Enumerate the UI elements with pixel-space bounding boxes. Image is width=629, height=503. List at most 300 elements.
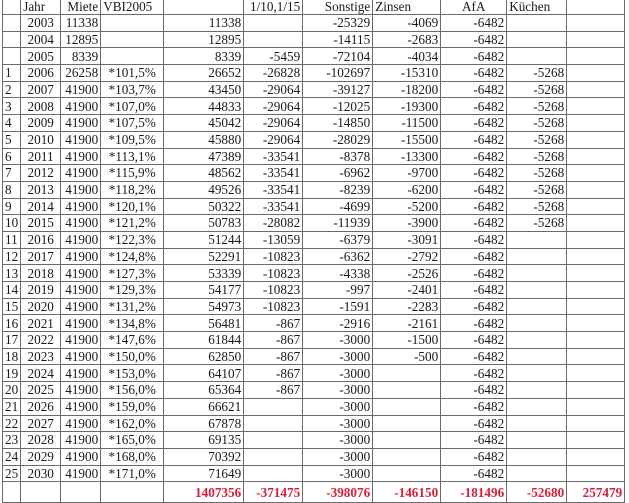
cell-vbi[interactable]: *113,1%	[101, 148, 164, 165]
cell-jahr[interactable]: 2012	[21, 165, 61, 182]
cell-miete[interactable]: 41900	[61, 115, 101, 132]
cell-aktuell[interactable]: 49526	[164, 181, 244, 198]
cell-miete[interactable]: 41900	[61, 448, 101, 465]
cell-miete[interactable]: 41900	[61, 181, 101, 198]
cell-miete[interactable]: 26258	[61, 65, 101, 82]
cell-sonstige[interactable]: -14115	[303, 31, 373, 48]
cell-jahr[interactable]: 2016	[21, 231, 61, 248]
cell-abschlag[interactable]: -10823	[244, 248, 303, 265]
cell-nr[interactable]: 20	[3, 382, 21, 399]
cell-extra[interactable]	[567, 382, 625, 399]
cell-miete[interactable]: 41900	[61, 398, 101, 415]
cell-nr[interactable]: 10	[3, 215, 21, 232]
cell-vbi[interactable]: *124,8%	[101, 248, 164, 265]
cell-miete[interactable]: 41900	[61, 165, 101, 182]
cell-vbi[interactable]: *156,0%	[101, 382, 164, 399]
cell-vbi[interactable]: *150,0%	[101, 348, 164, 365]
cell-abschlag[interactable]: -13059	[244, 231, 303, 248]
total-jahr[interactable]	[21, 482, 61, 503]
cell-extra[interactable]	[567, 415, 625, 432]
cell-zinsen[interactable]	[373, 415, 441, 432]
cell-abschlag[interactable]	[244, 448, 303, 465]
cell-aktuell[interactable]: 50322	[164, 198, 244, 215]
cell-aktuell[interactable]: 65364	[164, 382, 244, 399]
cell-kuechen[interactable]: -5268	[507, 115, 567, 132]
cell-aktuell[interactable]: 56481	[164, 315, 244, 332]
cell-nr[interactable]: 25	[3, 465, 21, 482]
cell-vbi[interactable]: *147,6%	[101, 332, 164, 349]
cell-extra[interactable]	[567, 31, 625, 48]
cell-vbi[interactable]: *118,2%	[101, 181, 164, 198]
cell-aktuell[interactable]: 45042	[164, 115, 244, 132]
cell-jahr[interactable]: 2025	[21, 382, 61, 399]
cell-afa[interactable]: -6482	[441, 115, 507, 132]
total-aktuell[interactable]: 1407356	[164, 482, 244, 503]
cell-extra[interactable]	[567, 165, 625, 182]
cell-extra[interactable]	[567, 432, 625, 449]
cell-kuechen[interactable]	[507, 48, 567, 65]
cell-jahr[interactable]: 2020	[21, 298, 61, 315]
cell-aktuell[interactable]: 48562	[164, 165, 244, 182]
cell-aktuell[interactable]: 54973	[164, 298, 244, 315]
cell-afa[interactable]: -6482	[441, 398, 507, 415]
total-kuechen[interactable]: -52680	[507, 482, 567, 503]
cell-zinsen[interactable]: -2683	[373, 31, 441, 48]
cell-aktuell[interactable]: 71649	[164, 465, 244, 482]
cell-kuechen[interactable]	[507, 315, 567, 332]
cell-aktuell[interactable]: 26652	[164, 65, 244, 82]
total-miete[interactable]	[61, 482, 101, 503]
cell-zinsen[interactable]	[373, 365, 441, 382]
cell-kuechen[interactable]	[507, 298, 567, 315]
cell-kuechen[interactable]	[507, 248, 567, 265]
cell-abschlag[interactable]	[244, 15, 303, 32]
cell-kuechen[interactable]	[507, 398, 567, 415]
cell-abschlag[interactable]: -10823	[244, 265, 303, 282]
cell-sonstige[interactable]: -28029	[303, 131, 373, 148]
cell-zinsen[interactable]	[373, 432, 441, 449]
cell-sonstige[interactable]: -6362	[303, 248, 373, 265]
cell-aktuell[interactable]: 44833	[164, 98, 244, 115]
cell-jahr[interactable]: 2013	[21, 181, 61, 198]
cell-nr[interactable]: 24	[3, 448, 21, 465]
cell-nr[interactable]: 22	[3, 415, 21, 432]
cell-afa[interactable]: -6482	[441, 382, 507, 399]
cell-zinsen[interactable]: -3091	[373, 231, 441, 248]
cell-kuechen[interactable]	[507, 231, 567, 248]
cell-miete[interactable]: 41900	[61, 98, 101, 115]
cell-aktuell[interactable]: 69135	[164, 432, 244, 449]
cell-sonstige[interactable]: -4338	[303, 265, 373, 282]
cell-extra[interactable]	[567, 282, 625, 299]
cell-nr[interactable]: 14	[3, 282, 21, 299]
cell-afa[interactable]: -6482	[441, 348, 507, 365]
cell-jahr[interactable]: 2015	[21, 215, 61, 232]
cell-abschlag[interactable]: -867	[244, 332, 303, 349]
cell-extra[interactable]	[567, 115, 625, 132]
cell-afa[interactable]: -6482	[441, 165, 507, 182]
cell-nr[interactable]: 17	[3, 332, 21, 349]
cell-afa[interactable]: -6482	[441, 181, 507, 198]
cell-sonstige[interactable]: -2916	[303, 315, 373, 332]
cell-miete[interactable]: 8339	[61, 48, 101, 65]
cell-aktuell[interactable]: 45880	[164, 131, 244, 148]
cell-afa[interactable]: -6482	[441, 332, 507, 349]
cell-vbi[interactable]: *120,1%	[101, 198, 164, 215]
cell-nr[interactable]: 12	[3, 248, 21, 265]
cell-zinsen[interactable]	[373, 382, 441, 399]
cell-extra[interactable]	[567, 181, 625, 198]
cell-afa[interactable]: -6482	[441, 365, 507, 382]
cell-sonstige[interactable]: -39127	[303, 81, 373, 98]
cell-extra[interactable]	[567, 65, 625, 82]
cell-kuechen[interactable]	[507, 15, 567, 32]
total-sonstige[interactable]: -398076	[303, 482, 373, 503]
cell-nr[interactable]: 16	[3, 315, 21, 332]
cell-miete[interactable]: 41900	[61, 348, 101, 365]
cell-sonstige[interactable]: -72104	[303, 48, 373, 65]
cell-kuechen[interactable]: -5268	[507, 131, 567, 148]
cell-extra[interactable]	[567, 98, 625, 115]
cell-sonstige[interactable]: -1591	[303, 298, 373, 315]
cell-extra[interactable]	[567, 198, 625, 215]
cell-zinsen[interactable]: -4069	[373, 15, 441, 32]
cell-miete[interactable]: 41900	[61, 332, 101, 349]
cell-kuechen[interactable]	[507, 282, 567, 299]
cell-kuechen[interactable]	[507, 448, 567, 465]
cell-vbi[interactable]: *165,0%	[101, 432, 164, 449]
cell-kuechen[interactable]	[507, 31, 567, 48]
cell-jahr[interactable]: 2024	[21, 365, 61, 382]
cell-kuechen[interactable]: -5268	[507, 165, 567, 182]
cell-afa[interactable]: -6482	[441, 298, 507, 315]
cell-abschlag[interactable]	[244, 415, 303, 432]
cell-miete[interactable]: 41900	[61, 282, 101, 299]
cell-miete[interactable]: 41900	[61, 298, 101, 315]
cell-extra[interactable]	[567, 131, 625, 148]
cell-extra[interactable]	[567, 215, 625, 232]
cell-nr[interactable]: 9	[3, 198, 21, 215]
total-nr[interactable]	[3, 482, 21, 503]
cell-vbi[interactable]: *134,8%	[101, 315, 164, 332]
cell-kuechen[interactable]	[507, 432, 567, 449]
cell-sonstige[interactable]: -3000	[303, 365, 373, 382]
cell-abschlag[interactable]: -29064	[244, 115, 303, 132]
cell-abschlag[interactable]: -867	[244, 382, 303, 399]
cell-jahr[interactable]: 2005	[21, 48, 61, 65]
cell-sonstige[interactable]: -997	[303, 282, 373, 299]
cell-miete[interactable]: 41900	[61, 365, 101, 382]
total-zinsen[interactable]: -146150	[373, 482, 441, 503]
cell-aktuell[interactable]: 66621	[164, 398, 244, 415]
cell-vbi[interactable]: *109,5%	[101, 131, 164, 148]
cell-vbi[interactable]: *171,0%	[101, 465, 164, 482]
cell-sonstige[interactable]: -6962	[303, 165, 373, 182]
cell-zinsen[interactable]	[373, 398, 441, 415]
cell-vbi[interactable]: *101,5%	[101, 65, 164, 82]
cell-nr[interactable]: 5	[3, 131, 21, 148]
cell-vbi[interactable]: *107,0%	[101, 98, 164, 115]
total-abschlag[interactable]: -371475	[244, 482, 303, 503]
cell-extra[interactable]	[567, 398, 625, 415]
cell-abschlag[interactable]	[244, 398, 303, 415]
cell-miete[interactable]: 12895	[61, 31, 101, 48]
cell-aktuell[interactable]: 62850	[164, 348, 244, 365]
cell-zinsen[interactable]: -5200	[373, 198, 441, 215]
cell-jahr[interactable]: 2022	[21, 332, 61, 349]
cell-nr[interactable]: 4	[3, 115, 21, 132]
cell-extra[interactable]	[567, 365, 625, 382]
cell-afa[interactable]: -6482	[441, 65, 507, 82]
cell-nr[interactable]: 13	[3, 265, 21, 282]
cell-zinsen[interactable]: -1500	[373, 332, 441, 349]
cell-jahr[interactable]: 2003	[21, 15, 61, 32]
cell-nr[interactable]	[3, 15, 21, 32]
cell-abschlag[interactable]: -867	[244, 348, 303, 365]
cell-zinsen[interactable]: -13300	[373, 148, 441, 165]
cell-miete[interactable]: 11338	[61, 15, 101, 32]
cell-zinsen[interactable]: -15310	[373, 65, 441, 82]
cell-zinsen[interactable]: -4034	[373, 48, 441, 65]
cell-sonstige[interactable]: -3000	[303, 348, 373, 365]
cell-afa[interactable]: -6482	[441, 81, 507, 98]
cell-abschlag[interactable]: -26828	[244, 65, 303, 82]
cell-miete[interactable]: 41900	[61, 415, 101, 432]
cell-zinsen[interactable]	[373, 465, 441, 482]
cell-abschlag[interactable]: -867	[244, 365, 303, 382]
cell-extra[interactable]	[567, 248, 625, 265]
cell-kuechen[interactable]	[507, 382, 567, 399]
cell-nr[interactable]: 11	[3, 231, 21, 248]
cell-aktuell[interactable]: 12895	[164, 31, 244, 48]
cell-sonstige[interactable]: -8239	[303, 181, 373, 198]
cell-vbi[interactable]: *121,2%	[101, 215, 164, 232]
cell-jahr[interactable]: 2007	[21, 81, 61, 98]
header-miete[interactable]: Miete	[61, 0, 101, 15]
cell-miete[interactable]: 41900	[61, 198, 101, 215]
cell-aktuell[interactable]: 47389	[164, 148, 244, 165]
cell-vbi[interactable]	[101, 15, 164, 32]
header-vbi[interactable]: VBI2005	[101, 0, 164, 15]
cell-sonstige[interactable]: -102697	[303, 65, 373, 82]
cell-vbi[interactable]: *129,3%	[101, 282, 164, 299]
cell-miete[interactable]: 41900	[61, 315, 101, 332]
cell-extra[interactable]	[567, 348, 625, 365]
cell-nr[interactable]: 3	[3, 98, 21, 115]
cell-nr[interactable]	[3, 31, 21, 48]
cell-nr[interactable]: 2	[3, 81, 21, 98]
cell-extra[interactable]	[567, 448, 625, 465]
cell-kuechen[interactable]: -5268	[507, 148, 567, 165]
cell-zinsen[interactable]: -6200	[373, 181, 441, 198]
cell-abschlag[interactable]: -28082	[244, 215, 303, 232]
cell-nr[interactable]: 8	[3, 181, 21, 198]
cell-kuechen[interactable]: -5268	[507, 65, 567, 82]
cell-afa[interactable]: -6482	[441, 48, 507, 65]
cell-sonstige[interactable]: -25329	[303, 15, 373, 32]
cell-vbi[interactable]: *107,5%	[101, 115, 164, 132]
cell-abschlag[interactable]: -33541	[244, 165, 303, 182]
header-jahr[interactable]: Jahr	[21, 0, 61, 15]
cell-extra[interactable]	[567, 81, 625, 98]
cell-nr[interactable]: 1	[3, 65, 21, 82]
cell-afa[interactable]: -6482	[441, 131, 507, 148]
cell-jahr[interactable]: 2030	[21, 465, 61, 482]
cell-abschlag[interactable]: -29064	[244, 81, 303, 98]
cell-abschlag[interactable]	[244, 432, 303, 449]
cell-miete[interactable]: 41900	[61, 81, 101, 98]
cell-aktuell[interactable]: 53339	[164, 265, 244, 282]
cell-nr[interactable]: 18	[3, 348, 21, 365]
cell-abschlag[interactable]: -5459	[244, 48, 303, 65]
cell-nr[interactable]: 7	[3, 165, 21, 182]
cell-afa[interactable]: -6482	[441, 231, 507, 248]
cell-extra[interactable]	[567, 465, 625, 482]
cell-kuechen[interactable]	[507, 332, 567, 349]
cell-sonstige[interactable]: -11939	[303, 215, 373, 232]
cell-jahr[interactable]: 2027	[21, 415, 61, 432]
cell-zinsen[interactable]: -500	[373, 348, 441, 365]
cell-jahr[interactable]: 2018	[21, 265, 61, 282]
cell-kuechen[interactable]	[507, 465, 567, 482]
cell-aktuell[interactable]: 54177	[164, 282, 244, 299]
cell-sonstige[interactable]: -3000	[303, 382, 373, 399]
cell-nr[interactable]: 23	[3, 432, 21, 449]
cell-aktuell[interactable]: 51244	[164, 231, 244, 248]
cell-abschlag[interactable]: -29064	[244, 98, 303, 115]
cell-extra[interactable]	[567, 231, 625, 248]
cell-extra[interactable]	[567, 15, 625, 32]
cell-nr[interactable]: 6	[3, 148, 21, 165]
cell-aktuell[interactable]: 70392	[164, 448, 244, 465]
cell-vbi[interactable]: *103,7%	[101, 81, 164, 98]
cell-sonstige[interactable]: -3000	[303, 432, 373, 449]
cell-sonstige[interactable]: -3000	[303, 332, 373, 349]
cell-miete[interactable]: 41900	[61, 131, 101, 148]
cell-vbi[interactable]: *115,9%	[101, 165, 164, 182]
cell-kuechen[interactable]	[507, 265, 567, 282]
header-extra[interactable]	[567, 0, 625, 15]
cell-miete[interactable]: 41900	[61, 215, 101, 232]
cell-aktuell[interactable]: 64107	[164, 365, 244, 382]
total-afa[interactable]: -181496	[441, 482, 507, 503]
header-kuechen[interactable]: Küchen	[507, 0, 567, 15]
cell-jahr[interactable]: 2019	[21, 282, 61, 299]
cell-afa[interactable]: -6482	[441, 282, 507, 299]
cell-vbi[interactable]	[101, 31, 164, 48]
cell-afa[interactable]: -6482	[441, 265, 507, 282]
cell-kuechen[interactable]: -5268	[507, 198, 567, 215]
cell-nr[interactable]	[3, 48, 21, 65]
cell-abschlag[interactable]: -29064	[244, 131, 303, 148]
cell-aktuell[interactable]: 61844	[164, 332, 244, 349]
cell-kuechen[interactable]: -5268	[507, 81, 567, 98]
cell-vbi[interactable]: *131,2%	[101, 298, 164, 315]
cell-miete[interactable]: 41900	[61, 231, 101, 248]
cell-aktuell[interactable]: 11338	[164, 15, 244, 32]
cell-abschlag[interactable]: -33541	[244, 181, 303, 198]
cell-sonstige[interactable]: -6379	[303, 231, 373, 248]
cell-zinsen[interactable]: -11500	[373, 115, 441, 132]
cell-zinsen[interactable]: -3900	[373, 215, 441, 232]
cell-aktuell[interactable]: 8339	[164, 48, 244, 65]
cell-zinsen[interactable]: -2283	[373, 298, 441, 315]
cell-jahr[interactable]: 2017	[21, 248, 61, 265]
cell-vbi[interactable]: *153,0%	[101, 365, 164, 382]
cell-aktuell[interactable]: 50783	[164, 215, 244, 232]
cell-zinsen[interactable]: -18200	[373, 81, 441, 98]
cell-afa[interactable]: -6482	[441, 215, 507, 232]
cell-nr[interactable]: 19	[3, 365, 21, 382]
cell-sonstige[interactable]: -8378	[303, 148, 373, 165]
cell-zinsen[interactable]: -2526	[373, 265, 441, 282]
cell-afa[interactable]: -6482	[441, 315, 507, 332]
header-abschlag[interactable]: 1/10,1/15	[244, 0, 303, 15]
total-extra[interactable]: 257479	[567, 482, 625, 503]
cell-afa[interactable]: -6482	[441, 448, 507, 465]
cell-afa[interactable]: -6482	[441, 148, 507, 165]
cell-extra[interactable]	[567, 298, 625, 315]
cell-extra[interactable]	[567, 315, 625, 332]
cell-abschlag[interactable]: -10823	[244, 282, 303, 299]
cell-afa[interactable]: -6482	[441, 98, 507, 115]
cell-vbi[interactable]: *168,0%	[101, 448, 164, 465]
cell-jahr[interactable]: 2028	[21, 432, 61, 449]
cell-sonstige[interactable]: -3000	[303, 398, 373, 415]
cell-aktuell[interactable]: 43450	[164, 81, 244, 98]
cell-miete[interactable]: 41900	[61, 432, 101, 449]
cell-jahr[interactable]: 2023	[21, 348, 61, 365]
cell-extra[interactable]	[567, 148, 625, 165]
cell-jahr[interactable]: 2010	[21, 131, 61, 148]
cell-jahr[interactable]: 2004	[21, 31, 61, 48]
cell-sonstige[interactable]: -3000	[303, 465, 373, 482]
cell-miete[interactable]: 41900	[61, 465, 101, 482]
cell-jahr[interactable]: 2021	[21, 315, 61, 332]
cell-sonstige[interactable]: -14850	[303, 115, 373, 132]
cell-sonstige[interactable]: -12025	[303, 98, 373, 115]
cell-afa[interactable]: -6482	[441, 432, 507, 449]
cell-nr[interactable]: 15	[3, 298, 21, 315]
cell-kuechen[interactable]	[507, 348, 567, 365]
cell-sonstige[interactable]: -4699	[303, 198, 373, 215]
cell-afa[interactable]: -6482	[441, 415, 507, 432]
cell-kuechen[interactable]	[507, 415, 567, 432]
cell-miete[interactable]: 41900	[61, 148, 101, 165]
cell-abschlag[interactable]: -867	[244, 315, 303, 332]
cell-kuechen[interactable]: -5268	[507, 98, 567, 115]
cell-zinsen[interactable]: -2401	[373, 282, 441, 299]
cell-kuechen[interactable]: -5268	[507, 215, 567, 232]
cell-jahr[interactable]: 2009	[21, 115, 61, 132]
cell-vbi[interactable]	[101, 48, 164, 65]
header-aktuell[interactable]	[164, 0, 244, 15]
cell-vbi[interactable]: *162,0%	[101, 415, 164, 432]
cell-aktuell[interactable]: 67878	[164, 415, 244, 432]
cell-zinsen[interactable]: -9700	[373, 165, 441, 182]
cell-jahr[interactable]: 2006	[21, 65, 61, 82]
cell-abschlag[interactable]	[244, 465, 303, 482]
cell-zinsen[interactable]	[373, 448, 441, 465]
cell-extra[interactable]	[567, 48, 625, 65]
cell-jahr[interactable]: 2026	[21, 398, 61, 415]
cell-abschlag[interactable]: -33541	[244, 198, 303, 215]
total-vbi[interactable]	[101, 482, 164, 503]
cell-zinsen[interactable]: -15500	[373, 131, 441, 148]
cell-jahr[interactable]: 2029	[21, 448, 61, 465]
cell-sonstige[interactable]: -3000	[303, 448, 373, 465]
cell-zinsen[interactable]: -19300	[373, 98, 441, 115]
